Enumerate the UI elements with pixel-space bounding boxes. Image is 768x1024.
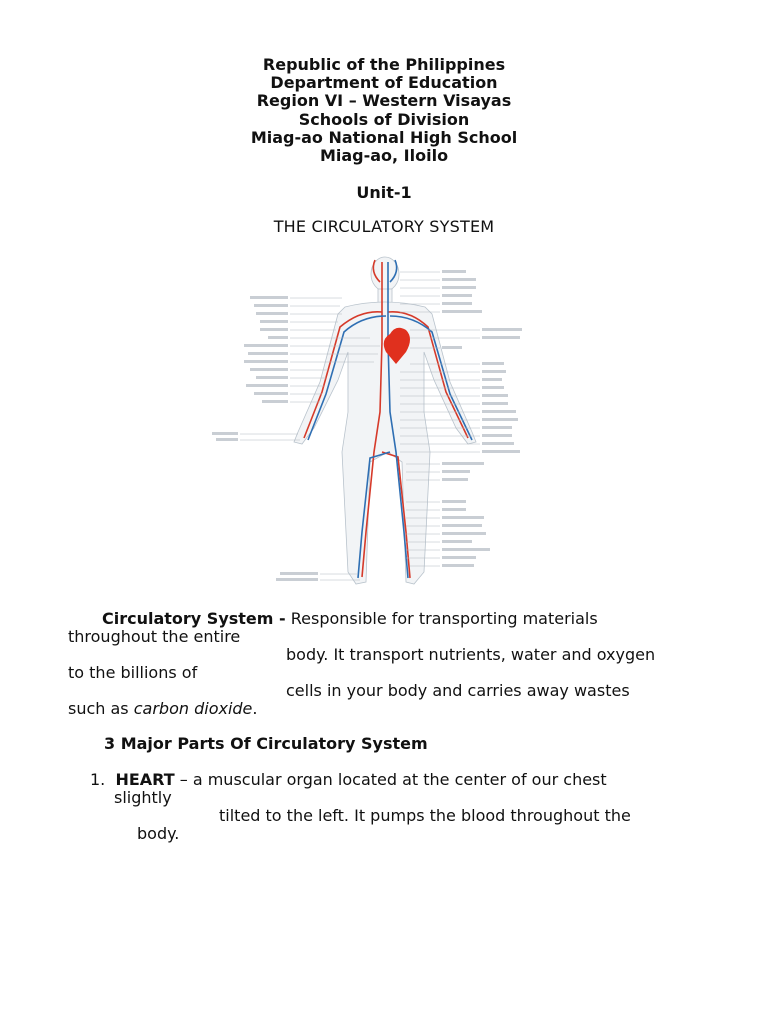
definition-text-6-prefix: such as — [68, 699, 134, 718]
definition-term-carbon-dioxide: carbon dioxide — [133, 699, 253, 718]
header-line-division: Schools of Division — [298, 109, 470, 129]
list-item-heart-line-1 — [90, 771, 607, 789]
header-line-location: Miag-ao, Iloilo — [319, 146, 449, 166]
list-item-heart-line-4: body. — [137, 824, 180, 843]
definition-line-4: to the billions of — [68, 663, 198, 682]
header-line-school: Miag-ao National High School — [250, 127, 518, 147]
definition-text-1: Responsible for transporting materials — [290, 609, 598, 628]
definition-line-3: body. It transport nutrients, water and oxygen — [286, 645, 656, 664]
definition-line-6 — [68, 700, 257, 718]
parts-heading: 3 Major Parts Of Circulatory System — [104, 734, 428, 753]
header-line-region: Region VI – Western Visayas — [256, 91, 512, 111]
definition-term: Circulatory System - — [102, 609, 286, 628]
page-title: THE CIRCULATORY SYSTEM — [273, 217, 495, 236]
definition-line-2: throughout the entire — [68, 627, 241, 646]
definition-text-6-suffix: . — [252, 699, 258, 718]
header-line-department: Department of Education — [270, 73, 498, 93]
definition-line-5: cells in your body and carries away wastes — [286, 681, 630, 700]
unit-label: Unit-1 — [356, 183, 412, 202]
list-item-heart-line-3: tilted to the left. It pumps the blood throughout the — [219, 806, 631, 825]
list-item-heart-text-1: – a muscular organ located at the center of our chest — [174, 770, 607, 789]
document-header — [0, 56, 768, 165]
circulatory-system-diagram — [210, 252, 540, 592]
header-line-republic: Republic of the Philippines — [262, 55, 506, 74]
list-item-heart-line-2: slightly — [114, 788, 172, 807]
list-item-term-heart: HEART — [115, 770, 175, 789]
definition-line-1 — [102, 610, 598, 628]
list-item-number: 1. — [90, 770, 106, 789]
